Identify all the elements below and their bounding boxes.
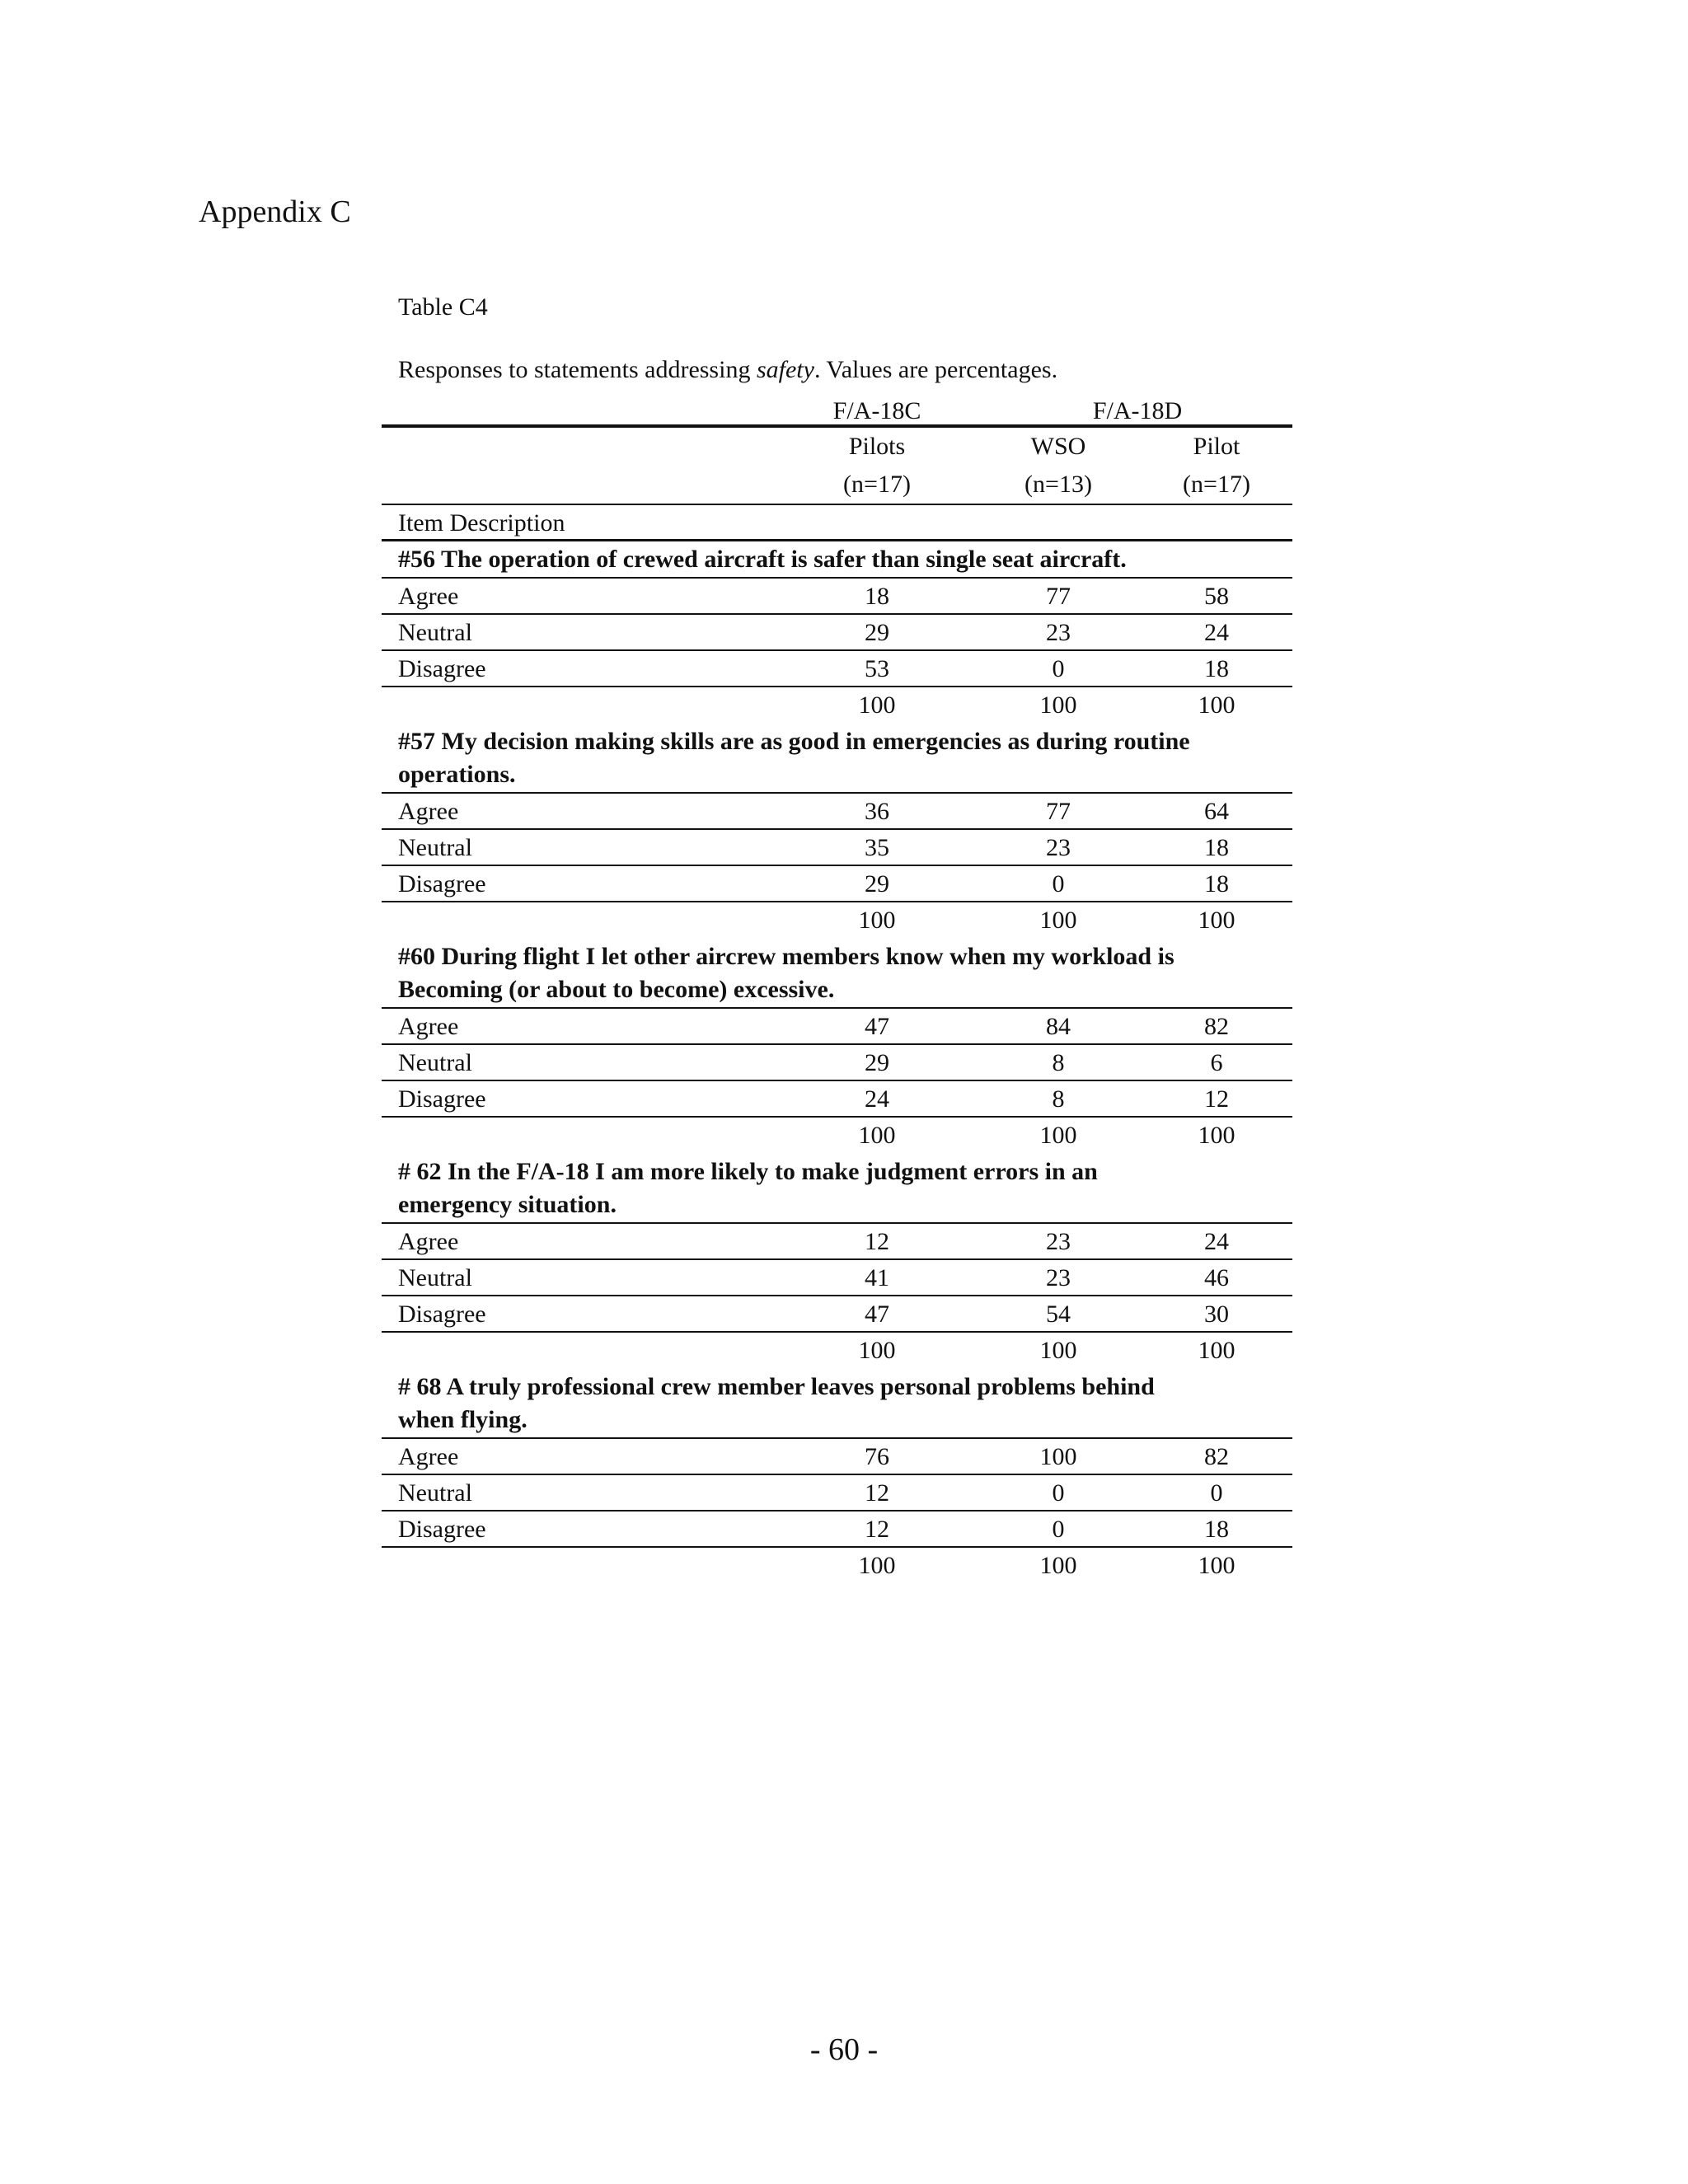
percentage-cell: 36: [865, 798, 889, 825]
question-line: #57 My decision making skills are as good in emergencies as during routine: [398, 728, 1190, 755]
question-line: # 62 In the F/A-18 I am more likely to make judgment errors in an: [398, 1158, 1098, 1185]
percentage-cell: 18: [1204, 655, 1229, 682]
response-row: [382, 1260, 1292, 1296]
percentage-cell: 12: [865, 1228, 889, 1255]
percentage-cell: 58: [1204, 583, 1229, 610]
response-label: Disagree: [398, 1301, 486, 1328]
percentage-cell: 12: [865, 1516, 889, 1543]
table-label: Table C4: [398, 293, 488, 321]
percentage-cell: 53: [865, 655, 889, 682]
response-label: Neutral: [398, 1264, 472, 1291]
percentage-cell: 82: [1204, 1013, 1229, 1040]
group-header-fa18d: F/A-18D: [1092, 397, 1183, 424]
percentage-cell: 54: [1046, 1301, 1071, 1328]
response-label: Neutral: [398, 834, 472, 861]
percentage-cell: 46: [1204, 1264, 1229, 1291]
percentage-cell: 18: [865, 583, 889, 610]
question-line: #56 The operation of crewed aircraft is safer than single seat aircraft.: [398, 546, 1127, 573]
response-label: Neutral: [398, 1479, 472, 1507]
sample-size-wso: (n=13): [1025, 471, 1092, 498]
total-cell: 100: [1039, 1337, 1077, 1364]
total-cell: 100: [858, 1552, 896, 1579]
response-label: Agree: [398, 798, 459, 825]
question-line: when flying.: [398, 1406, 528, 1433]
response-row: [382, 866, 1292, 902]
response-row: [382, 1081, 1292, 1118]
total-row: [382, 1548, 1292, 1584]
percentage-cell: 23: [1046, 619, 1071, 646]
response-row: [382, 1009, 1292, 1045]
response-label: Agree: [398, 1013, 459, 1040]
percentage-cell: 12: [865, 1479, 889, 1507]
percentage-cell: 18: [1204, 1516, 1229, 1543]
column-header-pilots: Pilots: [848, 433, 906, 460]
total-cell: 100: [1198, 1337, 1236, 1364]
percentage-cell: 77: [1046, 583, 1071, 610]
group-header-fa18c: F/A-18C: [832, 397, 921, 424]
appendix-title: Appendix C: [199, 194, 351, 229]
percentage-cell: 29: [865, 870, 889, 898]
total-cell: 100: [1198, 907, 1236, 934]
response-row: [382, 830, 1292, 866]
sample-size-pilot: (n=17): [1183, 471, 1250, 498]
response-row: [382, 1475, 1292, 1511]
response-label: Agree: [398, 1443, 459, 1470]
percentage-cell: 8: [1052, 1049, 1065, 1076]
percentage-cell: 24: [1204, 619, 1229, 646]
question-line: Becoming (or about to become) excessive.: [398, 976, 835, 1003]
response-label: Disagree: [398, 1516, 486, 1543]
percentage-cell: 64: [1204, 798, 1229, 825]
percentage-cell: 47: [865, 1301, 889, 1328]
percentage-cell: 29: [865, 1049, 889, 1076]
column-header-wso: WSO: [1030, 433, 1086, 460]
percentage-cell: 24: [865, 1085, 889, 1113]
response-row: [382, 1224, 1292, 1260]
percentage-cell: 0: [1052, 655, 1065, 682]
total-row: [382, 1118, 1292, 1154]
total-cell: 100: [858, 691, 896, 719]
response-label: Disagree: [398, 655, 486, 682]
percentage-cell: 18: [1204, 870, 1229, 898]
survey-items: [382, 541, 1292, 1584]
item-description-label: Item Description: [398, 509, 565, 537]
caption-suffix: . Values are percentages.: [814, 356, 1058, 383]
percentage-cell: 0: [1052, 1516, 1065, 1543]
caption-prefix: Responses to statements addressing: [398, 356, 757, 383]
percentage-cell: 77: [1046, 798, 1071, 825]
column-header-row: [382, 428, 1292, 466]
response-row: [382, 1296, 1292, 1333]
total-cell: 100: [858, 907, 896, 934]
response-label: Disagree: [398, 870, 486, 898]
total-cell: 100: [858, 1122, 896, 1149]
question-line: operations.: [398, 761, 516, 788]
total-row: [382, 1333, 1292, 1369]
response-row: [382, 615, 1292, 651]
total-cell: 100: [1039, 1122, 1077, 1149]
response-row: [382, 1511, 1292, 1548]
total-row: [382, 902, 1292, 939]
page-number: - 60 -: [809, 2032, 879, 2067]
percentage-cell: 41: [865, 1264, 889, 1291]
question-line: #60 During flight I let other aircrew members know when my workload is: [398, 943, 1175, 970]
percentage-cell: 8: [1052, 1085, 1065, 1113]
question-text: [382, 939, 1292, 1009]
response-row: [382, 794, 1292, 830]
percentage-cell: 23: [1046, 1228, 1071, 1255]
response-row: [382, 579, 1292, 615]
response-row: [382, 651, 1292, 687]
percentage-cell: 12: [1204, 1085, 1229, 1113]
question-text: [382, 1154, 1292, 1224]
total-cell: 100: [1198, 1552, 1236, 1579]
column-header-pilot: Pilot: [1193, 433, 1240, 460]
caption-emphasis: safety: [756, 356, 814, 383]
percentage-cell: 47: [865, 1013, 889, 1040]
total-cell: 100: [1039, 1552, 1077, 1579]
question-line: # 68 A truly professional crew member leaves personal problems behind: [398, 1373, 1155, 1400]
percentage-cell: 24: [1204, 1228, 1229, 1255]
response-row: [382, 1045, 1292, 1081]
question-text: [382, 724, 1292, 794]
percentage-cell: 84: [1046, 1013, 1071, 1040]
percentage-cell: 23: [1046, 1264, 1071, 1291]
response-row: [382, 1439, 1292, 1475]
sample-size-pilots: (n=17): [843, 471, 911, 498]
total-cell: 100: [1198, 1122, 1236, 1149]
table-caption: [398, 358, 1057, 382]
response-label: Agree: [398, 1228, 459, 1255]
response-label: Agree: [398, 583, 459, 610]
percentage-cell: 0: [1210, 1479, 1223, 1507]
sample-size-row: [382, 466, 1292, 505]
question-text: [382, 1369, 1292, 1439]
percentage-cell: 6: [1210, 1049, 1223, 1076]
total-cell: 100: [1039, 691, 1077, 719]
percentage-cell: 30: [1204, 1301, 1229, 1328]
item-description-row: [382, 505, 1292, 541]
percentage-cell: 23: [1046, 834, 1071, 861]
percentage-cell: 100: [1039, 1443, 1077, 1470]
total-cell: 100: [1198, 691, 1236, 719]
total-row: [382, 687, 1292, 724]
total-cell: 100: [1039, 907, 1077, 934]
percentage-cell: 29: [865, 619, 889, 646]
response-label: Neutral: [398, 619, 472, 646]
percentage-cell: 0: [1052, 1479, 1065, 1507]
question-line: emergency situation.: [398, 1191, 617, 1218]
survey-table: [382, 393, 1292, 1584]
percentage-cell: 82: [1204, 1443, 1229, 1470]
response-label: Disagree: [398, 1085, 486, 1113]
percentage-cell: 0: [1052, 870, 1065, 898]
question-text: [382, 541, 1292, 579]
total-cell: 100: [858, 1337, 896, 1364]
percentage-cell: 35: [865, 834, 889, 861]
response-label: Neutral: [398, 1049, 472, 1076]
percentage-cell: 18: [1204, 834, 1229, 861]
group-header-row: [382, 393, 1292, 428]
percentage-cell: 76: [865, 1443, 889, 1470]
